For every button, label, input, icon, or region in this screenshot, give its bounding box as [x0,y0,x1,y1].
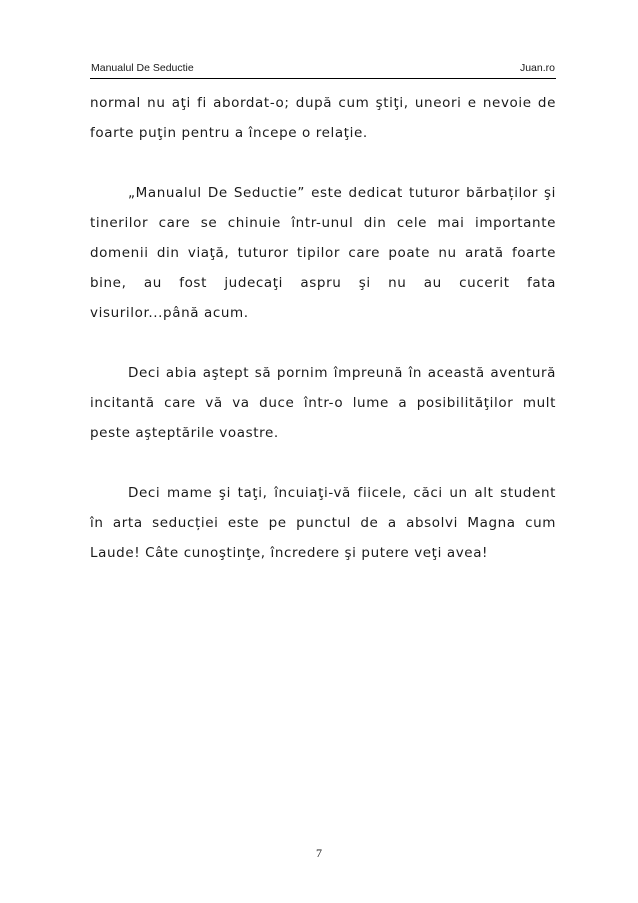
header-document-title: Manualul De Seductie [91,62,194,74]
page-number: 7 [316,846,322,860]
page-header [90,56,556,79]
header-site-name: Juan.ro [519,62,555,74]
page-body [90,88,556,598]
paragraph-adventure: Deci abia aştept să pornim împreună în această aventură incitantă care vă va duce într-o lume a posibilităţilor mult peste aşteptările voastre. [90,365,556,441]
paragraph-continuation: normal nu aţi fi abordat-o; după cum ştiţi, uneori e nevoie de foarte puţin pentru a începe o relaţie. [90,95,556,141]
paragraph-dedication: „Manualul De Seductie” este dedicat tuturor bărbaților şi tinerilor care se chinuie într-unul din cele mai importante domenii din viaţă, tuturor tipilor care poate nu arată foarte bine, au fost judecaţi aspru şi nu au cucerit fata visurilor...până acum. [90,185,556,321]
paragraph-closing: Deci mame şi taţi, încuiaţi-vă fiicele, căci un alt student în arta seducției este pe punctul de a absolvi Magna cum Laude! Câte cunoştinţe, încredere şi putere veţi avea! [90,485,556,561]
